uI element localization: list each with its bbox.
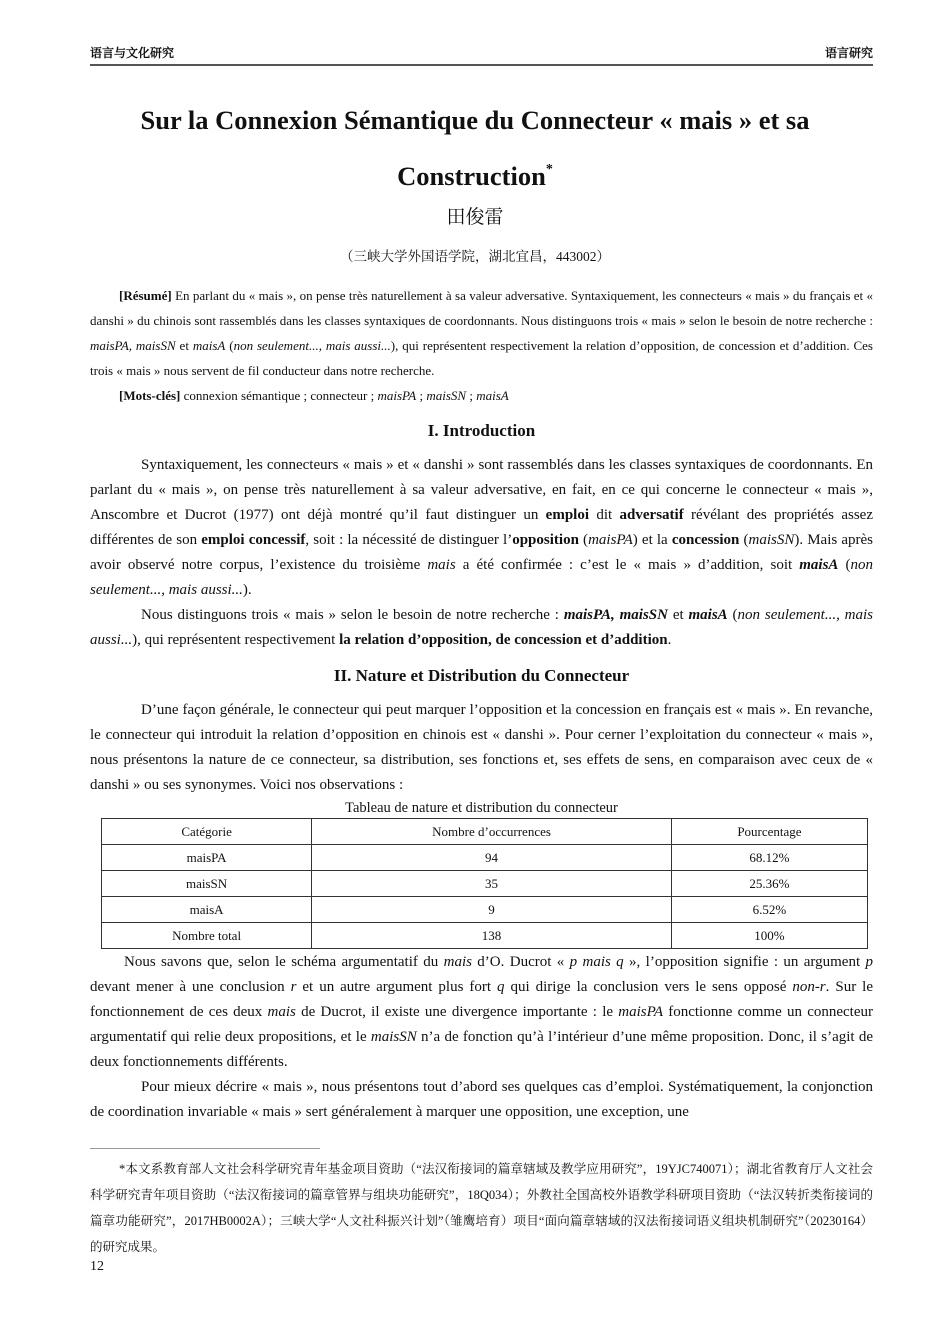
text-run: », l’opposition signifie : un argument [623,954,866,970]
text-run: et [667,607,689,623]
title-line-2-text: Construction [397,161,546,191]
table-cell: 9 [312,897,672,923]
article-title [60,96,890,201]
emphasis-italic: p mais q [569,954,624,970]
section-name: 语言研究 [824,46,873,60]
emphasis-bold: emploi [545,507,590,523]
text-run: Nous distinguons trois « mais » selon le besoin de notre recherche : [141,607,564,623]
emphasis-italic: maisSN [748,532,795,548]
emphasis-bold: maisA [799,557,839,573]
table-header: Pourcentage [671,819,867,845]
emphasis-italic: maisPA [618,1004,663,1020]
table-cell: maisSN [102,871,312,897]
footnote-divider [90,1148,320,1149]
text-run: n’a de fonction qu’à l’intérieur d’une même proposition. Donc, il s’agit de deux fonctionnements différents. [90,1029,873,1070]
rich-text [90,457,873,598]
running-header [90,44,873,66]
table-cell: 25.36% [671,871,867,897]
body-paragraph [90,698,873,798]
text-run: et [175,338,193,353]
text-run: qui dirige la conclusion vers le sens opposé [504,979,793,995]
text-run: a été confirmée : c’est le « mais » d’addition, soit [455,557,800,573]
emphasis-italic: maisA [476,388,509,403]
emphasis-bold: maisPA, maisSN [563,607,668,623]
emphasis-italic: maisPA [90,338,129,353]
text-run: et un autre argument plus fort [296,979,498,995]
emphasis-italic: non seulement..., mais aussi... [90,607,874,648]
table-row [102,923,868,949]
abstract-paragraph [90,283,873,383]
text-run: ). Mais après avoir observé notre corpus, l’existence du troisième [90,532,874,573]
emphasis-italic: non seulement..., mais aussi... [90,557,874,598]
table-cell: 68.12% [671,845,867,871]
author: 田俊雷 [446,206,504,228]
table-cell: maisA [102,897,312,923]
text-run: . [667,632,672,648]
text-run: . Sur le fonctionnement de ces deux [90,979,873,1020]
text-run: ( [225,338,234,353]
abstract-label: [Résumé] [119,288,172,303]
section-1 [90,418,873,1125]
table-header: Nombre d’occurrences [312,819,672,845]
title-line-1: Sur la Connexion Sémantique du Connecteur « mais » et sa [140,105,810,135]
emphasis-italic: maisSN [370,1029,417,1045]
text-run: Pour mieux décrire « mais », nous présentons tout d’abord ses quelques cas d’emploi. Systématiquement, la conjonction de coordination invariable « mais » sert généralement à marquer une opposition, une exception, une [90,1079,873,1120]
rich-text [90,607,873,648]
emphasis-italic: maisSN [426,388,467,403]
text-run: ; [416,388,427,403]
footnote-mark: * [545,162,553,177]
table-cell: 100% [671,923,867,949]
emphasis-italic: p [865,954,873,970]
text-run: ( [838,557,851,573]
emphasis-italic: maisSN [135,338,176,353]
table-row [102,871,868,897]
distribution-table [101,818,868,949]
table-row [102,897,868,923]
text-run: ), qui représentent respectivement la relation d’opposition, de concession et d’addition. Ces trois « mais » nous servent de fil conducteur dans notre recherche. [90,338,873,378]
text-run: devant mener à une conclusion [90,979,291,995]
text-run: ) et la [632,532,672,548]
emphasis-italic: non-r [792,979,826,995]
text-run: d’O. Ducrot « [471,954,570,970]
text-run: D’une façon générale, le connecteur qui peut marquer l’opposition et la concession en français est « mais ». En revanche, le connecteur qui introduit la relation d’opposition en chinois est « danshi ». Pour cerner l’exploitation du connecteur « mais », nous présentons la nature de ce connecteur, sa distribution, ses fonctions et, ses effets de sens, en comparaison avec ceux de « danshi » ou ses synonymes. Voici nos observations : [90,702,873,793]
rich-text [90,1079,873,1120]
text-run: fonctionne comme un connecteur argumentatif qui relie deux propositions, et le [90,1004,874,1045]
page-number: 12 [90,1259,104,1274]
table-cell: 138 [312,923,672,949]
section-heading: II. Nature et Distribution du Connecteur [333,666,630,685]
table-cell: 94 [312,845,672,871]
text-run: En parlant du « mais », on pense très naturellement à sa valeur adversative. Syntaxiquement, les connecteurs « mais » du français et « danshi » du chinois sont rassemblés dans les classes syntaxiques de coordonnants. Nous distinguons trois « mais » selon le besoin de notre recherche : [90,288,873,328]
text-run: révélant des propriétés assez différentes de son [90,507,873,548]
text-run: ( [739,532,749,548]
table-cell: 6.52% [671,897,867,923]
text-run: Nous savons que, selon le schéma argumentatif du [124,954,444,970]
emphasis-bold: la relation d’opposition, de concession et d’addition [339,632,668,648]
emphasis-italic: maisPA [588,532,633,548]
text-run: ; [466,388,477,403]
table-cell: maisPA [102,845,312,871]
journal-name: 语言与文化研究 [90,46,175,60]
emphasis-italic: non seulement..., mais aussi... [233,338,391,353]
footnote: *本文系教育部人文社会科学研究青年基金项目资助（“法汉衔接词的篇章辖域及教学应用研究”，19YJC740071）；湖北省教育厅人文社会科学研究青年项目资助（“法汉衔接词的篇章管界与组块功能研究”，18Q034）；外教社全国高校外语教学科研项目资助（“法汉转折类衔接词的篇章功能研究”，2017HB0002A）；三峡大学“人文社科振兴计划”（雏鹰培育）项目“面向篇章辖域的汉法衔接词语义组块机制研究”（20230164）的研究成果。 [90,1162,873,1254]
emphasis-bold: maisA [688,607,728,623]
text-run: dit [589,507,620,523]
emphasis-bold: adversatif [619,507,684,523]
text-run: ), qui représentent respectivement [132,632,340,648]
body-paragraph [90,1075,873,1125]
table-cell: 35 [312,871,672,897]
affiliation: （三峡大学外国语学院，湖北宜昌，443002） [340,249,610,264]
emphasis-italic: mais [267,1004,296,1020]
emphasis-italic: mais [443,954,472,970]
text-run: de Ducrot, il existe une divergence importante : le [295,1004,619,1020]
emphasis-bold: opposition [512,532,579,548]
emphasis-italic: r [290,979,297,995]
table-header-row [102,819,868,845]
emphasis-bold: concession [671,532,740,548]
text-run: connexion sémantique ; connecteur ; [180,388,378,403]
table-caption: Tableau de nature et distribution du connecteur [345,800,618,816]
body-paragraph [90,603,873,653]
body-paragraph [90,950,873,1075]
rich-text [180,388,508,403]
keywords-label: [Mots-clés] [119,388,181,403]
text-run: , soit : la nécessité de distinguer l’ [305,532,513,548]
rich-text [90,954,873,1070]
emphasis-bold: emploi concessif [201,532,306,548]
section-heading: I. Introduction [427,421,536,440]
text-run: Syntaxiquement, les connecteurs « mais » et « danshi » sont rassemblés dans les classes syntaxiques de coordonnants. En parlant du « mais », on pense très naturellement à sa valeur adversative, en fait, en ce qui concerne le connecteur « mais », Anscombre et Ducrot (1977) ont déjà montré qu’il faut distinguer un [90,457,873,523]
rich-text [90,288,873,378]
text-run: , [128,338,136,353]
title-line-2 [60,145,890,201]
emphasis-italic: maisA [192,338,226,353]
text-run: ( [578,532,589,548]
emphasis-italic: maisPA [377,388,417,403]
rich-text [90,702,873,793]
emphasis-italic: mais [427,557,456,573]
table-row [102,845,868,871]
emphasis-italic: q [497,979,505,995]
table-header: Catégorie [102,819,312,845]
text-run: ( [727,607,738,623]
text-run: ). [242,582,252,598]
table-cell: Nombre total [102,923,312,949]
abstract [90,283,873,408]
keywords-paragraph [90,383,873,408]
body-paragraph [90,453,873,603]
